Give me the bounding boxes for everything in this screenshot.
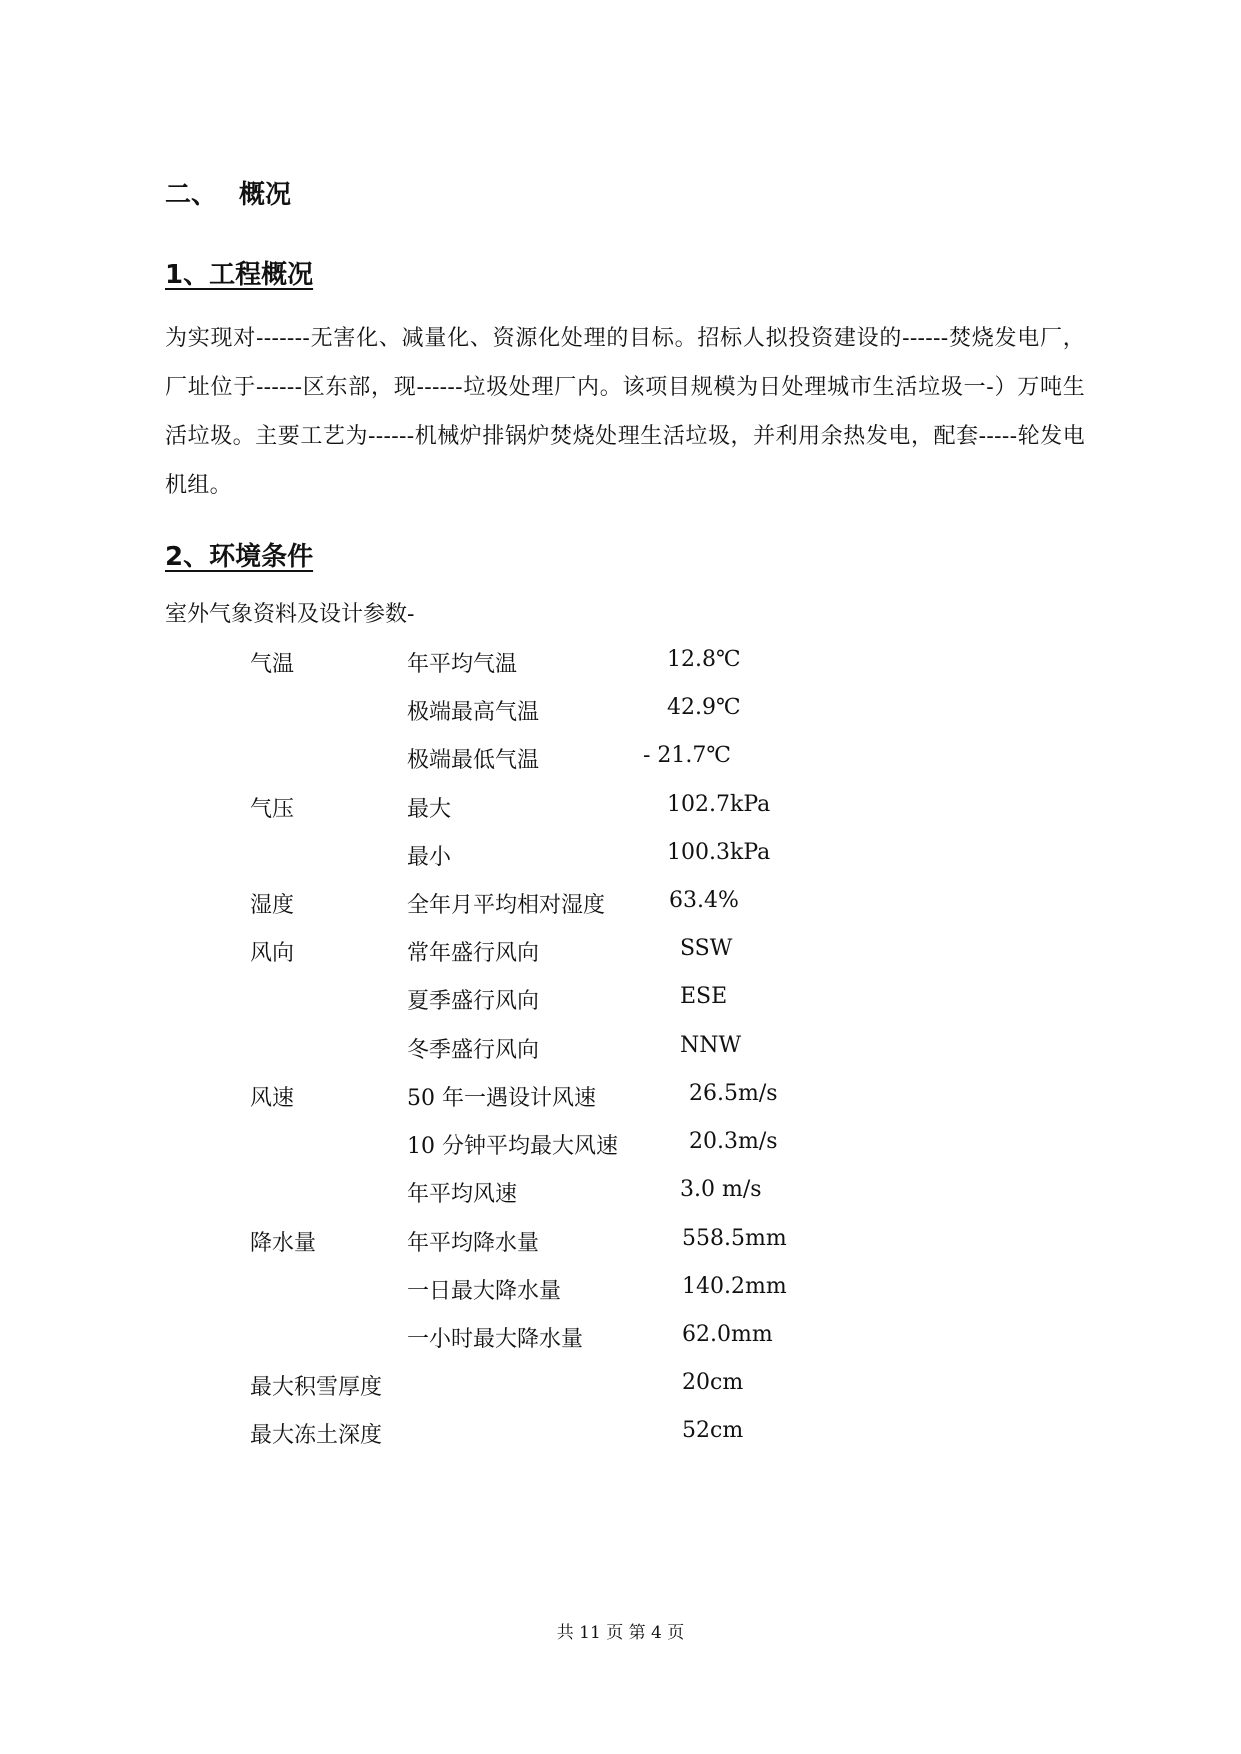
climate-parameters-intro: 室外气象资料及设计参数- xyxy=(165,602,415,627)
param-row xyxy=(0,1081,1241,1117)
param-value: 63.4% xyxy=(669,888,739,913)
param-category: 气压 xyxy=(250,797,295,822)
param-category: 最大积雪厚度 xyxy=(250,1375,383,1400)
param-value: NNW xyxy=(680,1033,742,1058)
param-value: 3.0 m/s xyxy=(680,1177,762,1202)
param-row xyxy=(0,984,1241,1020)
param-category: 风向 xyxy=(250,941,295,966)
param-item: 极端最低气温 xyxy=(407,748,540,773)
param-value: 20.3m/s xyxy=(689,1129,778,1154)
param-value: 100.3kPa xyxy=(667,840,771,865)
chapter-number: 二、 xyxy=(165,180,218,210)
param-value: 52cm xyxy=(682,1418,744,1443)
param-value: - 21.7℃ xyxy=(643,743,732,768)
param-value: SSW xyxy=(680,936,733,961)
param-category: 湿度 xyxy=(250,893,295,918)
param-row xyxy=(0,1177,1241,1213)
param-row xyxy=(0,1370,1241,1406)
param-category: 气温 xyxy=(250,652,295,677)
param-item: 最小 xyxy=(407,845,452,870)
param-row xyxy=(0,1226,1241,1262)
param-item: 一小时最大降水量 xyxy=(407,1327,584,1352)
param-item: 年平均降水量 xyxy=(407,1231,540,1256)
param-row xyxy=(0,695,1241,731)
param-row xyxy=(0,1322,1241,1358)
param-value: 62.0mm xyxy=(682,1322,773,1347)
param-row xyxy=(0,1033,1241,1069)
param-row xyxy=(0,647,1241,683)
param-item: 极端最高气温 xyxy=(407,700,540,725)
section-heading-project-overview: 1、工程概况 xyxy=(165,260,314,290)
param-value: 42.9℃ xyxy=(667,695,741,720)
param-item: 最大 xyxy=(407,797,452,822)
param-item: 常年盛行风向 xyxy=(407,941,540,966)
page-footer: 共 11 页 第 4 页 xyxy=(556,1623,685,1643)
param-row xyxy=(0,1274,1241,1310)
param-row xyxy=(0,743,1241,779)
param-item: 全年月平均相对湿度 xyxy=(407,893,606,918)
param-row xyxy=(0,1418,1241,1454)
chapter-title-text: 概况 xyxy=(239,180,292,210)
param-row xyxy=(0,1129,1241,1165)
section-heading-environment: 2、环境条件 xyxy=(165,542,314,572)
project-overview-paragraph: 为实现对-------无害化、减量化、资源化处理的目标。招标人拟投资建设的------焚烧发电厂，厂址位于------区东部，现------垃圾处理厂内。该项目规模为日处理城市生活垃圾一-）万吨生活垃圾。主要工艺为------机械炉排锅炉焚烧处理生活垃圾，并利用余热发电，配套-----轮发电机组。 xyxy=(165,326,1085,498)
chapter-title xyxy=(165,174,291,211)
param-item: 夏季盛行风向 xyxy=(407,989,540,1014)
param-category: 降水量 xyxy=(250,1231,317,1256)
param-row xyxy=(0,888,1241,924)
param-item: 10 分钟平均最大风速 xyxy=(407,1134,618,1159)
param-item: 年平均气温 xyxy=(407,652,518,677)
param-row xyxy=(0,840,1241,876)
param-value: 140.2mm xyxy=(682,1274,787,1299)
param-value: 26.5m/s xyxy=(689,1081,778,1106)
param-value: ESE xyxy=(680,984,728,1009)
param-value: 20cm xyxy=(682,1370,744,1395)
param-category: 风速 xyxy=(250,1086,295,1111)
param-category: 最大冻土深度 xyxy=(250,1423,383,1448)
param-item: 冬季盛行风向 xyxy=(407,1038,540,1063)
param-value: 12.8℃ xyxy=(667,647,741,672)
param-item: 50 年一遇设计风速 xyxy=(407,1086,596,1111)
param-row xyxy=(0,936,1241,972)
param-item: 年平均风速 xyxy=(407,1182,518,1207)
param-row xyxy=(0,792,1241,828)
param-value: 558.5mm xyxy=(682,1226,787,1251)
param-item: 一日最大降水量 xyxy=(407,1279,562,1304)
param-value: 102.7kPa xyxy=(667,792,771,817)
